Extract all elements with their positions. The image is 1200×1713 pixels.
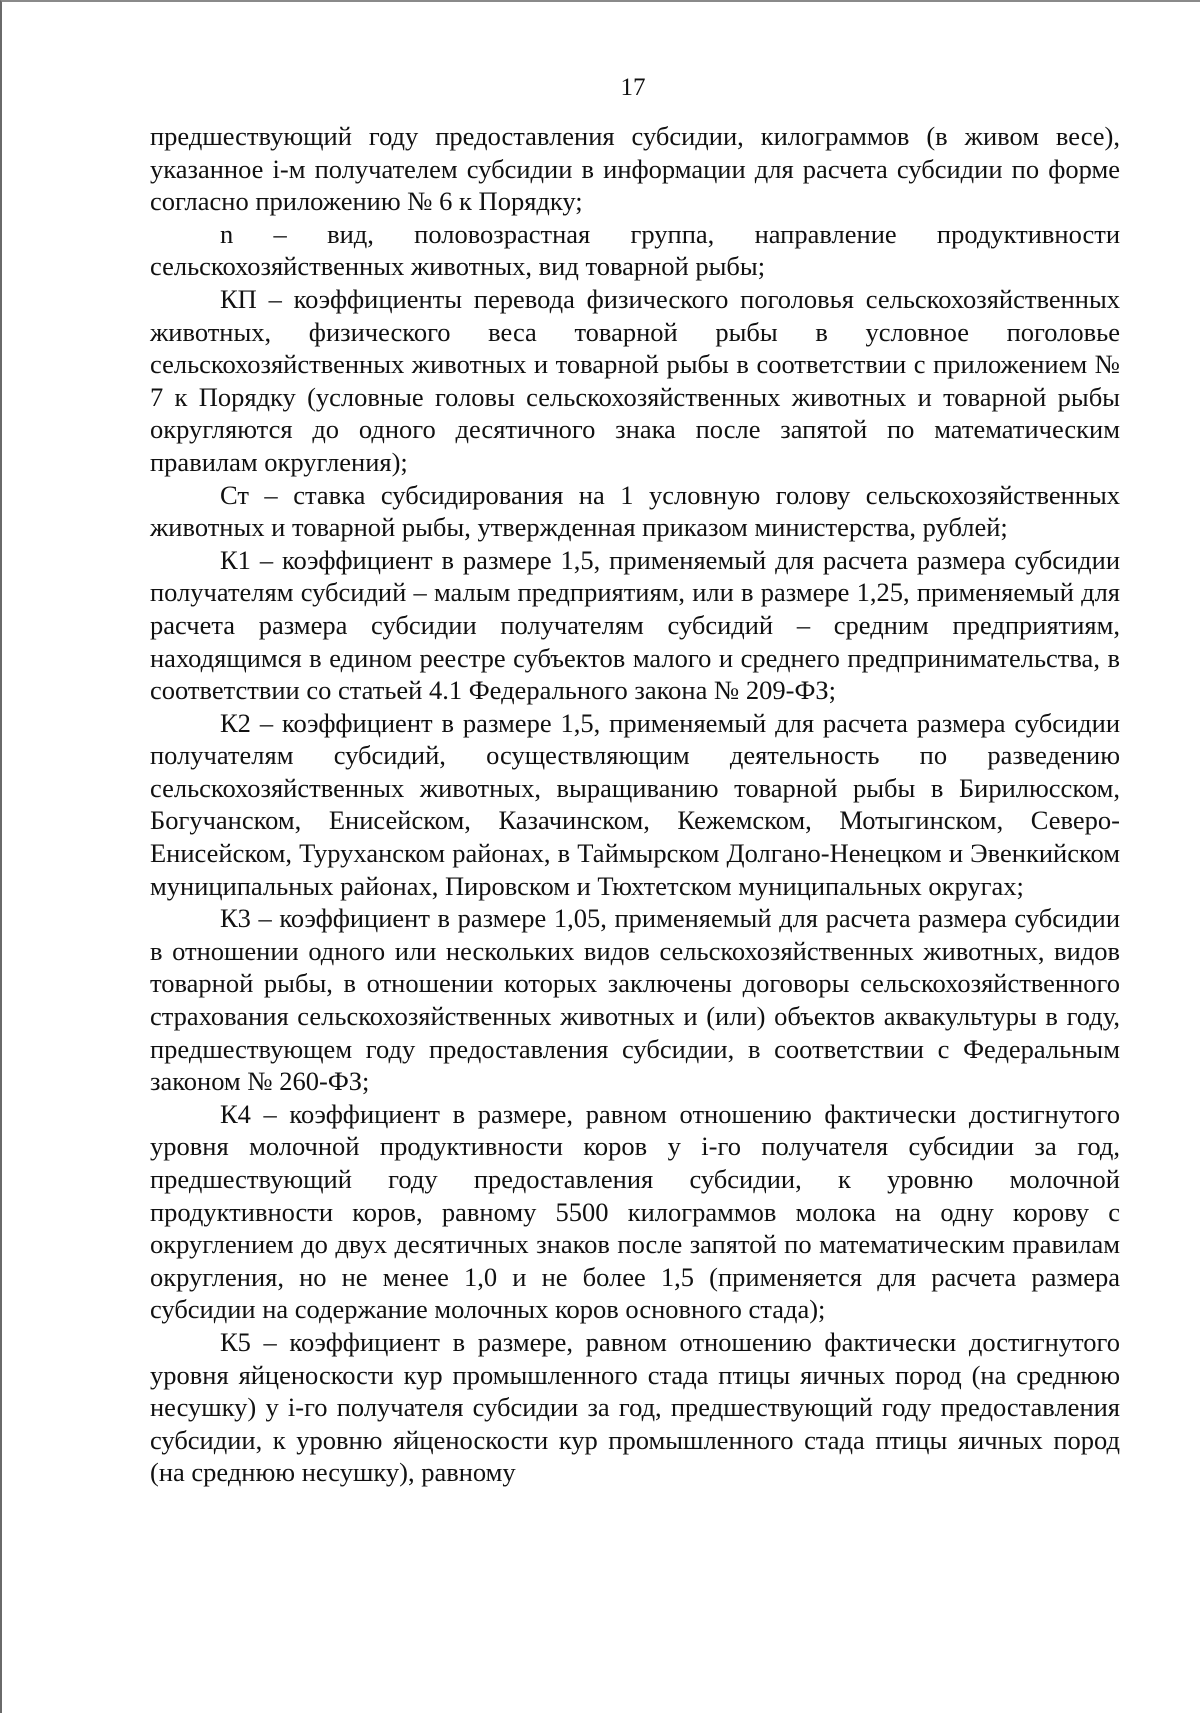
paragraph-kp-definition: КП – коэффициенты перевода физического поголовья сельскохозяйственных животных, физического веса товарной рыбы в условное поголовье сельскохозяйственных животных и товарной рыбы в соответствии с приложением № 7 к Порядку (условные головы сельскохозяйственных животных и товарной рыбы округляются до одного десятичного знака после запятой по математическим правилам округления);	[150, 283, 1120, 477]
page-number: 17	[620, 74, 646, 101]
paragraph-k4-definition: К4 – коэффициент в размере, равном отношению фактически достигнутого уровня молочной продуктивности коров у i-го получателя субсидии за год, предшествующий году предоставления субсидии, к уровню молочной продуктивности коров, равному 5500 килограммов молока на одну корову с округлением до двух десятичных знаков после запятой по математическим правилам округления, но не менее 1,0 и не более 1,5 (применяется для расчета размера субсидии на содержание молочных коров основного стада);	[150, 1098, 1120, 1325]
document-body	[150, 120, 1120, 1489]
paragraph-st-definition: Ст – ставка субсидирования на 1 условную голову сельскохозяйственных животных и товарной рыбы, утвержденная приказом министерства, рублей;	[150, 479, 1120, 543]
paragraph-continuation: предшествующий году предоставления субсидии, килограммов (в живом весе), указанное i-м получателем субсидии в информации для расчета субсидии по форме согласно приложению № 6 к Порядку;	[150, 121, 1120, 217]
paragraph-n-definition: n – вид, половозрастная группа, направление продуктивности сельскохозяйственных животных, вид товарной рыбы;	[150, 218, 1120, 282]
paragraph-k1-definition: К1 – коэффициент в размере 1,5, применяемый для расчета размера субсидии получателям субсидий – малым предприятиям, или в размере 1,25, применяемый для расчета размера субсидии получателям субсидий – средним предприятиям, находящимся в едином реестре субъектов малого и среднего предпринимательства, в соответствии со статьей 4.1 Федерального закона № 209-ФЗ;	[150, 544, 1120, 706]
paragraph-k2-definition: К2 – коэффициент в размере 1,5, применяемый для расчета размера субсидии получателям субсидий, осуществляющим деятельность по разведению сельскохозяйственных животных, выращиванию товарной рыбы в Бирилюсском, Богучанском, Енисейском, Казачинском, Кежемском, Мотыгинском, Северо-Енисейском, Туруханском районах, в Таймырском Долгано-Ненецком и Эвенкийском муниципальных районах, Пировском и Тюхтетском муниципальных округах;	[150, 707, 1120, 901]
paragraph-k3-definition: К3 – коэффициент в размере 1,05, применяемый для расчета размера субсидии в отношении одного или нескольких видов сельскохозяйственных животных, видов товарной рыбы, в отношении которых заключены договоры сельскохозяйственного страхования сельскохозяйственных животных и (или) объектов аквакультуры в году, предшествующем году предоставления субсидии, в соответствии с Федеральным законом № 260-ФЗ;	[150, 903, 1120, 1097]
paragraph-k5-definition: К5 – коэффициент в размере, равном отношению фактически достигнутого уровня яйценоскости кур промышленного стада птицы яичных пород (на среднюю несушку) у i-го получателя субсидии за год, предшествующий году предоставления субсидии, к уровню яйценоскости кур промышленного стада птицы яичных пород (на среднюю несушку), равному	[150, 1326, 1120, 1488]
